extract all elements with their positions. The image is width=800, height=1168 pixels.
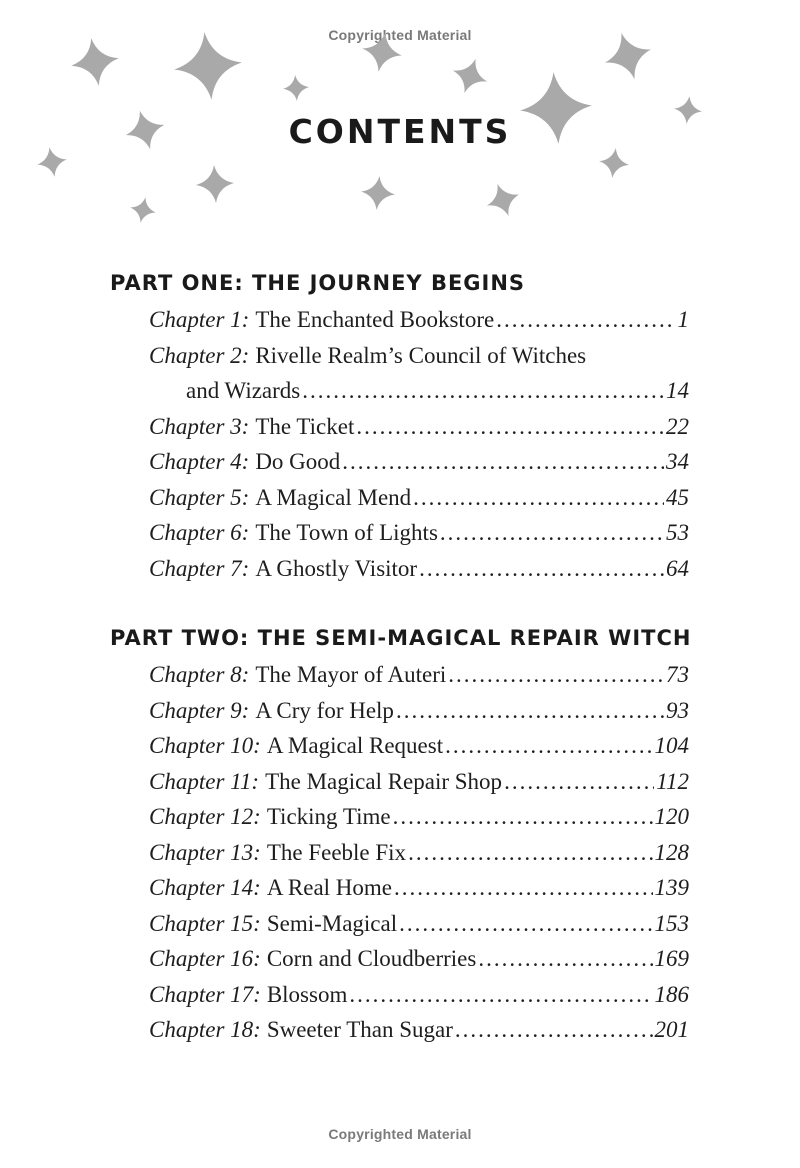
toc-entry [149, 941, 689, 977]
sparkle-star-icon [597, 146, 630, 179]
toc-entry [149, 835, 689, 871]
chapter-label: Chapter 15: [149, 910, 261, 936]
dot-leader [302, 373, 664, 409]
chapter-title: The Mayor of Auteri [255, 662, 447, 687]
toc-entry [149, 870, 689, 906]
sparkle-star-icon [360, 175, 397, 212]
chapter-label: Chapter 13: [149, 839, 261, 865]
dot-leader [445, 728, 652, 764]
chapter-title: A Cry for Help [255, 697, 394, 723]
chapter-title: Rivelle Realm’s Council of Witches [255, 342, 587, 368]
sparkle-star-icon [447, 53, 492, 98]
dot-leader [455, 1012, 653, 1048]
chapter-title: The Feeble Fix [266, 839, 407, 865]
page-number: 34 [666, 449, 689, 474]
sparkle-star-icon [68, 35, 123, 90]
dot-leader [356, 409, 664, 445]
dot-leader [393, 799, 653, 835]
chapter-list [110, 302, 710, 586]
dot-leader [394, 870, 652, 906]
chapter-title: Ticking Time [266, 804, 391, 829]
part-two-section [110, 621, 710, 1048]
chapter-label: Chapter 2: [149, 342, 250, 368]
chapter-label: Chapter 7: [149, 555, 250, 581]
dot-leader [419, 551, 664, 587]
part-title: PART ONE: THE JOURNEY BEGINS [110, 271, 526, 295]
chapter-label: Chapter 8: [149, 662, 250, 687]
chapter-title: The Enchanted Bookstore [255, 307, 495, 332]
chapter-label: Chapter 12: [149, 804, 261, 829]
sparkle-star-icon [128, 195, 158, 225]
part-one-section [110, 266, 710, 586]
toc-entry [149, 444, 689, 480]
toc-entry [149, 338, 689, 374]
dot-leader [349, 977, 652, 1013]
toc-entry [149, 693, 689, 729]
dot-leader [342, 444, 664, 480]
page-number: 186 [654, 981, 689, 1007]
chapter-title-continued: and Wizards [186, 378, 301, 403]
page-number: 112 [656, 768, 689, 794]
chapter-label: Chapter 17: [149, 981, 261, 1007]
chapter-title: Semi-Magical [266, 910, 398, 936]
chapter-label: Chapter 16: [149, 946, 261, 971]
chapter-title: Blossom [266, 981, 348, 1007]
chapter-title: A Ghostly Visitor [255, 555, 418, 581]
toc-entry-continuation [186, 373, 689, 409]
sparkle-star-icon [481, 178, 524, 221]
chapter-title: The Magical Repair Shop [265, 768, 503, 794]
chapter-title: A Magical Request [266, 733, 444, 758]
toc-entry [149, 977, 689, 1013]
dot-leader [399, 906, 652, 942]
chapter-title: The Town of Lights [255, 520, 438, 545]
dot-leader [440, 515, 664, 551]
copyright-watermark-bottom: Copyrighted Material [328, 1126, 472, 1142]
chapter-label: Chapter 14: [149, 875, 261, 900]
part-title: PART TWO: THE SEMI-MAGICAL REPAIR WITCH [110, 626, 692, 650]
page-number: 1 [677, 307, 689, 332]
toc-entry [149, 1012, 689, 1048]
page-title: CONTENTS [288, 112, 512, 151]
chapter-label: Chapter 6: [149, 520, 250, 545]
toc-entry [149, 480, 689, 516]
page-number: 153 [654, 910, 689, 936]
chapter-label: Chapter 11: [149, 768, 260, 794]
chapter-list [110, 657, 710, 1048]
toc-entry [149, 302, 689, 338]
sparkle-star-icon [598, 26, 657, 85]
page-number: 104 [654, 733, 689, 758]
toc-entry [149, 551, 689, 587]
chapter-label: Chapter 4: [149, 449, 250, 474]
chapter-label: Chapter 3: [149, 413, 250, 439]
chapter-label: Chapter 1: [149, 307, 250, 332]
chapter-label: Chapter 10: [149, 733, 261, 758]
chapter-label: Chapter 5: [149, 484, 250, 510]
page-number: 120 [654, 804, 689, 829]
chapter-title: A Magical Mend [255, 484, 412, 510]
chapter-label: Chapter 9: [149, 697, 250, 723]
page-number: 128 [654, 839, 689, 865]
page-number: 22 [666, 413, 689, 439]
page-number: 169 [654, 946, 689, 971]
page-number: 45 [666, 484, 689, 510]
sparkle-star-icon [171, 29, 246, 104]
dot-leader [448, 657, 664, 693]
toc-entry [149, 799, 689, 835]
page-number: 53 [666, 520, 689, 545]
dot-leader [396, 693, 664, 729]
chapter-title: Do Good [255, 449, 341, 474]
dot-leader [496, 302, 675, 338]
dot-leader [504, 764, 654, 800]
chapter-title: A Real Home [266, 875, 393, 900]
chapter-title: Corn and Cloudberries [266, 946, 477, 971]
page-number: 93 [666, 697, 689, 723]
sparkle-star-icon [359, 29, 405, 75]
page-number: 64 [666, 555, 689, 581]
page-number: 201 [654, 1017, 689, 1042]
dot-leader [408, 835, 652, 871]
page-number: 139 [654, 875, 689, 900]
toc-entry [149, 657, 689, 693]
toc-entry [149, 906, 689, 942]
chapter-title: The Ticket [255, 413, 355, 439]
dot-leader [413, 480, 664, 516]
toc-entry [149, 515, 689, 551]
sparkle-star-icon [195, 164, 235, 204]
toc-entry [149, 764, 689, 800]
chapter-title: Sweeter Than Sugar [266, 1017, 453, 1042]
toc-entry [149, 409, 689, 445]
sparkle-star-icon [282, 74, 310, 102]
copyright-watermark-top: Copyrighted Material [328, 27, 472, 43]
dot-leader [478, 941, 652, 977]
chapter-label: Chapter 18: [149, 1017, 261, 1042]
page-number: 73 [666, 662, 689, 687]
page-number: 14 [666, 378, 689, 403]
toc-entry [149, 728, 689, 764]
